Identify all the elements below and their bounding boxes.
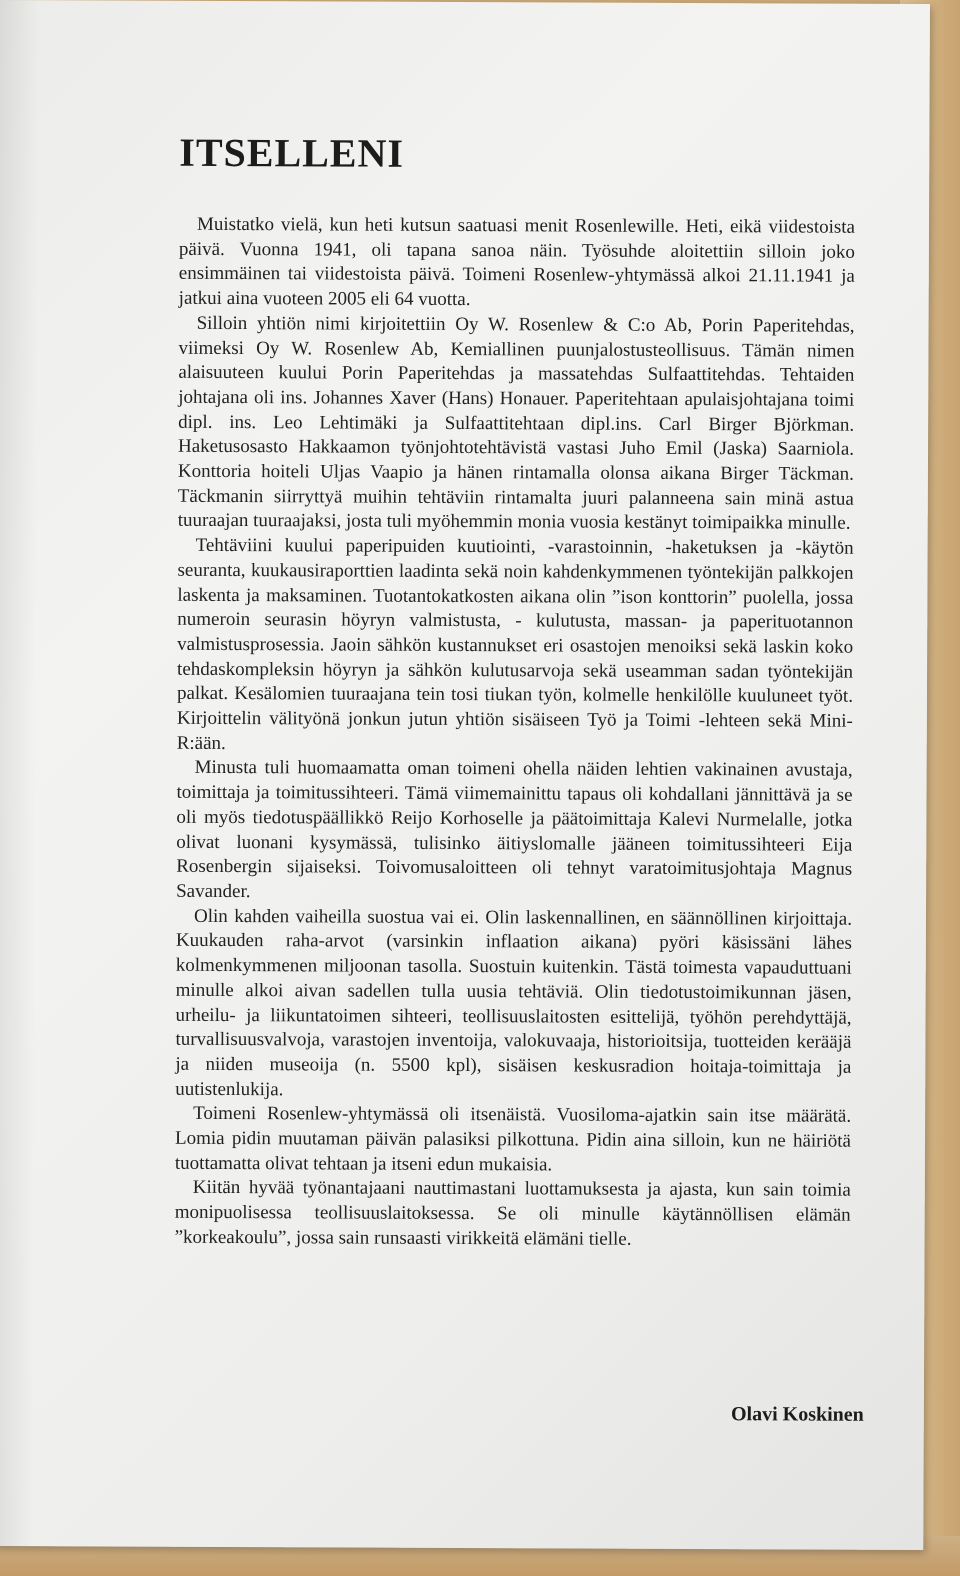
page-gutter-shadow xyxy=(0,0,40,1546)
paragraph-2: Silloin yhtiön nimi kirjoitettiin Oy W. Rosenlew & C:o Ab, Porin Paperitehdas, viimeksi Oy W. Rosenlew Ab, Kemiallinen puunjalostusteollisuus. Tämän nimen alaisuuteen kuului Porin Paperitehdas ja massatehdas Sulfaattitehdas. Tehtaiden johtajana oli ins. Johannes Xaver (Hans) Honauer. Paperitehtaan apulaisjohtajana toimi dipl. ins. Leo Lehtimäki ja Sulfaattitehtaan dipl.ins. Carl Birger Björkman. Haketusosasto Hakkaamon työnjohtotehtävistä vastasi Juho Emil (Jaska) Saarniola. Konttoria hoiteli Uljas Vaapio ja hänen rintamalla olonsa aikana Birger Täckman. Täckmanin siirryttyä muihin tehtäviin rintamalta juuri palanneena sain minä astua tuuraajan tuuraajaksi, josta tuli myöhemmin monia vuosia kestänyt toimipaikka minulle. xyxy=(177,312,855,535)
page-title: ITSELLENI xyxy=(179,129,405,176)
paragraph-4: Minusta tuli huomaamatta oman toimeni ohella näiden lehtien vakinainen avustaja, toimittaja ja toimitussihteeri. Tämä viimemainittu tapaus oli kohdallani jännittävä ja se oli myös tiedotuspäällikkö Reijo Korhoselle ja päätoimittaja Kalevi Nurmelalle, jotka olivat luonani kysymässä, tulisinko äitiyslomalle jääneen toimitussihteeri Eija Rosenbergin sijaiseksi. Toivomusaloitteen oli tehnyt varatoimitusjohtaja Magnus Savander. xyxy=(176,757,853,903)
paragraph-1: Muistatko vielä, kun heti kutsun saatuasi menit Rosenlewille. Heti, eikä viidestoista päivä. Vuonna 1941, oli tapana sanoa näin. Työsuhde aloitettiin silloin joko ensimmäinen tai viidestoista päivä. Toimeni Rosenlew-yhtymässä alkoi 21.11.1941 ja jatkui aina vuoteen 2005 eli 64 vuotta. xyxy=(178,213,856,311)
paragraph-3: Tehtäviini kuului paperipuiden kuutiointi, -varastoinnin, -haketuksen ja -käytön seuranta, kuukausiraporttien laadinta sekä noin kahdenkymmenen työntekijän palkkojen laskenta ja maksaminen. Tuotantokatkosten aikana olin ”ison konttorin” puolella, jossa numeroin seurasin höyryn valmistusta, - kulutusta, massan- ja paperituotannon valmistusprosessia. Jaoin sähkön kustannukset eri osastojen menoiksi sekä laskin koko tehdaskompleksin höyryn ja sähkön kulutusarvoja sekä useamman sadan työntekijän palkat. Kesälomien tuuraajana tein tosi tiukan työn, kolmelle henkilölle kuuluneet työt. Kirjoittelin välityönä jonkun jutun yhtiön sisäiseen Työ ja Toimi -lehteen sekä Mini-R:ään. xyxy=(176,534,854,754)
author-signature: Olavi Koskinen xyxy=(730,1403,864,1426)
body-text xyxy=(175,213,856,1253)
paragraph-5: Olin kahden vaiheilla suostua vai ei. Olin laskennallinen, en säännöllinen kirjoittaja. Kuukauden raha-arvot (varsinkin inflaation aikana) pyöri käsissäni lähes kolmenkymmenen miljoonan tasolla. Suostuin kuitenkin. Tästä toimesta vapauduttuani minulle alkoi aivan sadellen tulla uusia tehtäviä. Olin tiedotustoimikunnan jäsen, urheilu- ja liikuntatoimen sihteeri, teollisuuslaitosten esittelijä, työhön perehdyttäjä, turvallisuusvalvoja, varastojen inventoija, valokuvaaja, historioitsija, tuotteiden kerääjä ja niiden museoija (n. 5500 kpl), sisäisen keskusradion hoitaja-toimittaja ja uutistenlukija. xyxy=(175,905,853,1100)
paragraph-7: Kiitän hyvää työnantajaani nauttimastani luottamuksesta ja ajasta, kun sain toimia monipuolisessa teollisuuslaitoksessa. Se oli minulle käytännöllisen elämän ”korkeakoulu”, jossa sain runsaasti virikkeitä elämäni tielle. xyxy=(174,1177,851,1250)
paragraph-6: Toimeni Rosenlew-yhtymässä oli itsenäistä. Vuosiloma-ajatkin sain itse määrätä. Lomia pidin muutaman päivän palasiksi pilkottuna. Pidin aina silloin, kun ne häiriötä tuottamatta olivat tehtaan ja itseni edun mukaisia. xyxy=(174,1103,852,1176)
